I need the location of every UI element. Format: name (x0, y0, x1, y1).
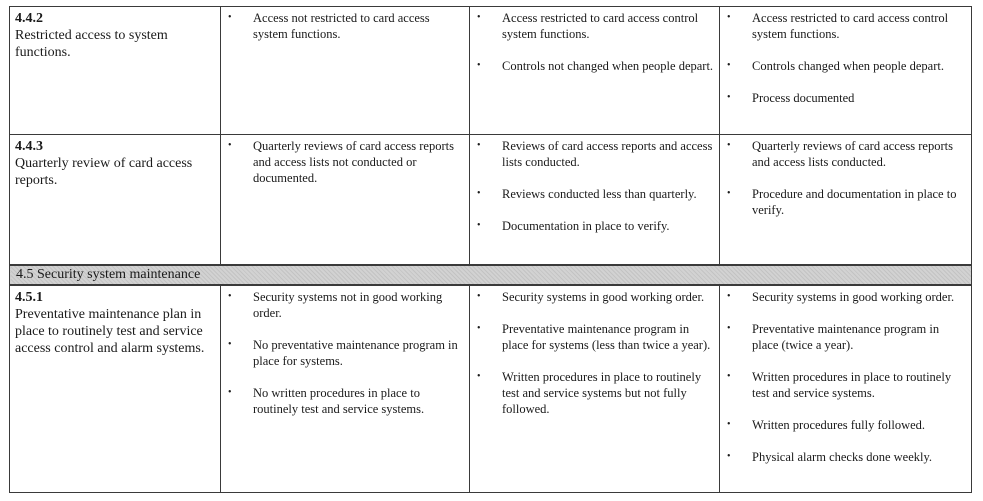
bullet-icon: • (727, 12, 731, 23)
level-cell (221, 7, 470, 135)
level-cell (470, 285, 720, 493)
bullet-text: Security systems in good working order. (752, 289, 955, 304)
bullet-item (720, 417, 967, 433)
bullet-item (221, 289, 465, 321)
bullet-text: Access not restricted to card access system functions. (253, 11, 430, 41)
bullet-text: No written procedures in place to routinely test and service systems. (253, 385, 425, 416)
bullet-item (720, 186, 967, 218)
bullet-item (470, 58, 715, 74)
bullet-item (720, 321, 967, 353)
bullet-icon: • (727, 140, 731, 151)
level-cell (720, 7, 972, 135)
bullet-icon: • (477, 60, 481, 71)
bullet-icon: • (727, 92, 731, 103)
bullet-item (221, 385, 465, 417)
bullet-icon: • (477, 322, 481, 334)
bullet-icon: • (727, 418, 731, 430)
criterion-title: Preventative maintenance plan in place to routinely test and service access control and alarm systems. (15, 306, 205, 356)
bullet-text: Controls not changed when people depart. (502, 59, 714, 73)
bullet-item (720, 369, 967, 401)
bullet-item (470, 186, 715, 202)
bullet-item (470, 10, 715, 42)
bullet-item (221, 138, 465, 186)
bullet-item (470, 218, 715, 234)
bullet-icon: • (727, 370, 731, 382)
bullet-icon: • (727, 188, 731, 199)
bullet-text: Procedure and documentation in place to verify. (752, 187, 957, 217)
bullet-item (221, 337, 465, 369)
bullet-text: Process documented (752, 91, 855, 105)
bullet-icon: • (477, 220, 481, 231)
bullet-text: Preventative maintenance program in place (twice a year). (752, 321, 940, 352)
bullet-icon: • (228, 338, 232, 350)
bullet-icon: • (228, 12, 232, 23)
bullet-item (221, 10, 465, 42)
bullet-text: Preventative maintenance program in place for systems (less than twice a year). (502, 321, 711, 352)
bullet-icon: • (727, 60, 731, 71)
criterion-number: 4.4.2 (15, 11, 43, 26)
bullet-item (720, 90, 967, 106)
bullet-item (470, 321, 715, 353)
bullet-text: Documentation in place to verify. (502, 219, 670, 233)
criterion-number: 4.4.3 (15, 139, 43, 154)
bullet-icon: • (727, 450, 731, 462)
bullet-icon: • (477, 290, 481, 302)
table-row (10, 135, 972, 265)
bullet-text: Written procedures fully followed. (752, 417, 926, 432)
level-cell (720, 285, 972, 493)
bullet-text: Quarterly reviews of card access reports and access lists conducted. (752, 139, 953, 169)
table-row (10, 285, 972, 493)
bullet-text: Controls changed when people depart. (752, 59, 944, 73)
bullet-item (720, 10, 967, 42)
bullet-item (470, 138, 715, 170)
level-cell (221, 135, 470, 265)
bullet-text: Access restricted to card access control system functions. (502, 11, 699, 41)
criterion-title: Restricted access to system functions. (15, 28, 168, 60)
section-header: 4.5 Security system maintenance (10, 265, 972, 285)
bullet-text: Access restricted to card access control system functions. (752, 11, 949, 41)
bullet-text: Security systems not in good working order. (253, 289, 443, 320)
bullet-item (720, 138, 967, 170)
level-cell (720, 135, 972, 265)
bullet-icon: • (727, 322, 731, 334)
bullet-icon: • (228, 140, 232, 151)
level-cell (221, 285, 470, 493)
bullet-text: Written procedures in place to routinely test and service systems. (752, 369, 952, 400)
bullet-item (470, 369, 715, 417)
bullet-icon: • (727, 290, 731, 302)
bullet-item (720, 289, 967, 305)
criterion-title: Quarterly review of card access reports. (15, 156, 193, 188)
bullet-icon: • (477, 370, 481, 382)
criterion-cell (10, 285, 221, 493)
bullet-icon: • (228, 386, 232, 398)
criterion-cell (10, 135, 221, 265)
table-row (10, 7, 972, 135)
bullet-icon: • (477, 12, 481, 23)
bullet-text: Physical alarm checks done weekly. (752, 449, 933, 464)
bullet-icon: • (228, 290, 232, 302)
bullet-item (720, 449, 967, 465)
level-cell (470, 7, 720, 135)
bullet-item (720, 58, 967, 74)
bullet-text: Security systems in good working order. (502, 289, 705, 304)
bullet-item (470, 289, 715, 305)
bullet-icon: • (477, 188, 481, 199)
bullet-text: No preventative maintenance program in place for systems. (253, 337, 458, 368)
bullet-text: Quarterly reviews of card access reports and access lists not conducted or documented. (253, 139, 454, 185)
bullet-text: Reviews of card access reports and access lists conducted. (502, 139, 713, 169)
bullet-text: Reviews conducted less than quarterly. (502, 187, 697, 201)
criteria-table (9, 6, 972, 493)
section-header-row (10, 265, 972, 285)
criterion-cell (10, 7, 221, 135)
level-cell (470, 135, 720, 265)
criterion-number: 4.5.1 (15, 289, 43, 305)
bullet-icon: • (477, 140, 481, 151)
bullet-text: Written procedures in place to routinely test and service systems but not fully followed. (502, 369, 702, 416)
